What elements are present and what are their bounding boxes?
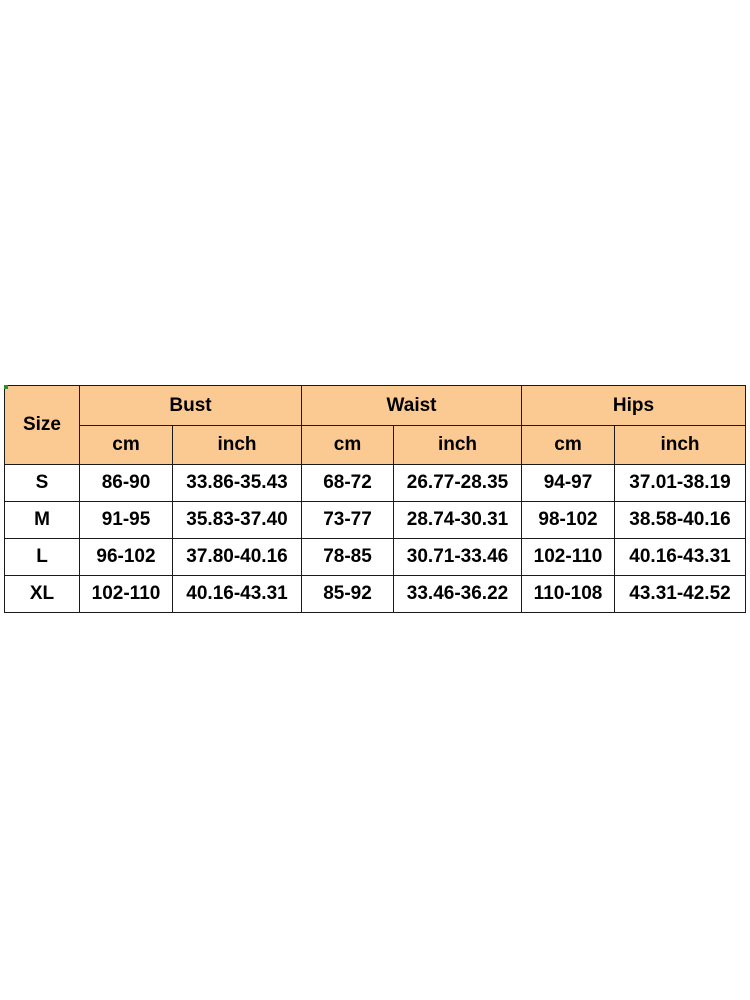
waist-cm-cell: 73-77 xyxy=(302,502,394,539)
bust-inch-cell: 33.86-35.43 xyxy=(173,465,302,502)
hips-cm-header: cm xyxy=(522,426,615,465)
hips-header: Hips xyxy=(522,386,746,426)
group-header-row xyxy=(5,386,746,426)
hips-inch-header: inch xyxy=(615,426,746,465)
waist-cm-cell: 68-72 xyxy=(302,465,394,502)
waist-inch-header: inch xyxy=(394,426,522,465)
table-row xyxy=(5,502,746,539)
size-cell: S xyxy=(5,465,80,502)
bust-cm-cell: 91-95 xyxy=(80,502,173,539)
waist-inch-cell: 33.46-36.22 xyxy=(394,576,522,613)
bust-inch-header: inch xyxy=(173,426,302,465)
size-chart-table xyxy=(4,385,746,613)
table-row xyxy=(5,539,746,576)
size-cell: XL xyxy=(5,576,80,613)
bust-inch-cell: 40.16-43.31 xyxy=(173,576,302,613)
hips-inch-cell: 38.58-40.16 xyxy=(615,502,746,539)
size-cell: L xyxy=(5,539,80,576)
hips-inch-cell: 37.01-38.19 xyxy=(615,465,746,502)
hips-inch-cell: 40.16-43.31 xyxy=(615,539,746,576)
hips-inch-cell: 43.31-42.52 xyxy=(615,576,746,613)
waist-cm-cell: 78-85 xyxy=(302,539,394,576)
bust-inch-cell: 35.83-37.40 xyxy=(173,502,302,539)
waist-header: Waist xyxy=(302,386,522,426)
bust-cm-cell: 102-110 xyxy=(80,576,173,613)
waist-cm-header: cm xyxy=(302,426,394,465)
hips-cm-cell: 98-102 xyxy=(522,502,615,539)
waist-inch-cell: 28.74-30.31 xyxy=(394,502,522,539)
table-row xyxy=(5,576,746,613)
bust-cm-header: cm xyxy=(80,426,173,465)
size-header: Size xyxy=(5,386,80,465)
bust-inch-cell: 37.80-40.16 xyxy=(173,539,302,576)
unit-header-row xyxy=(5,426,746,465)
bust-cm-cell: 86-90 xyxy=(80,465,173,502)
waist-inch-cell: 26.77-28.35 xyxy=(394,465,522,502)
bust-header: Bust xyxy=(80,386,302,426)
size-cell: M xyxy=(5,502,80,539)
table-row xyxy=(5,465,746,502)
hips-cm-cell: 102-110 xyxy=(522,539,615,576)
hips-cm-cell: 110-108 xyxy=(522,576,615,613)
hips-cm-cell: 94-97 xyxy=(522,465,615,502)
bust-cm-cell: 96-102 xyxy=(80,539,173,576)
waist-cm-cell: 85-92 xyxy=(302,576,394,613)
waist-inch-cell: 30.71-33.46 xyxy=(394,539,522,576)
cell-selection-corner xyxy=(4,385,8,389)
